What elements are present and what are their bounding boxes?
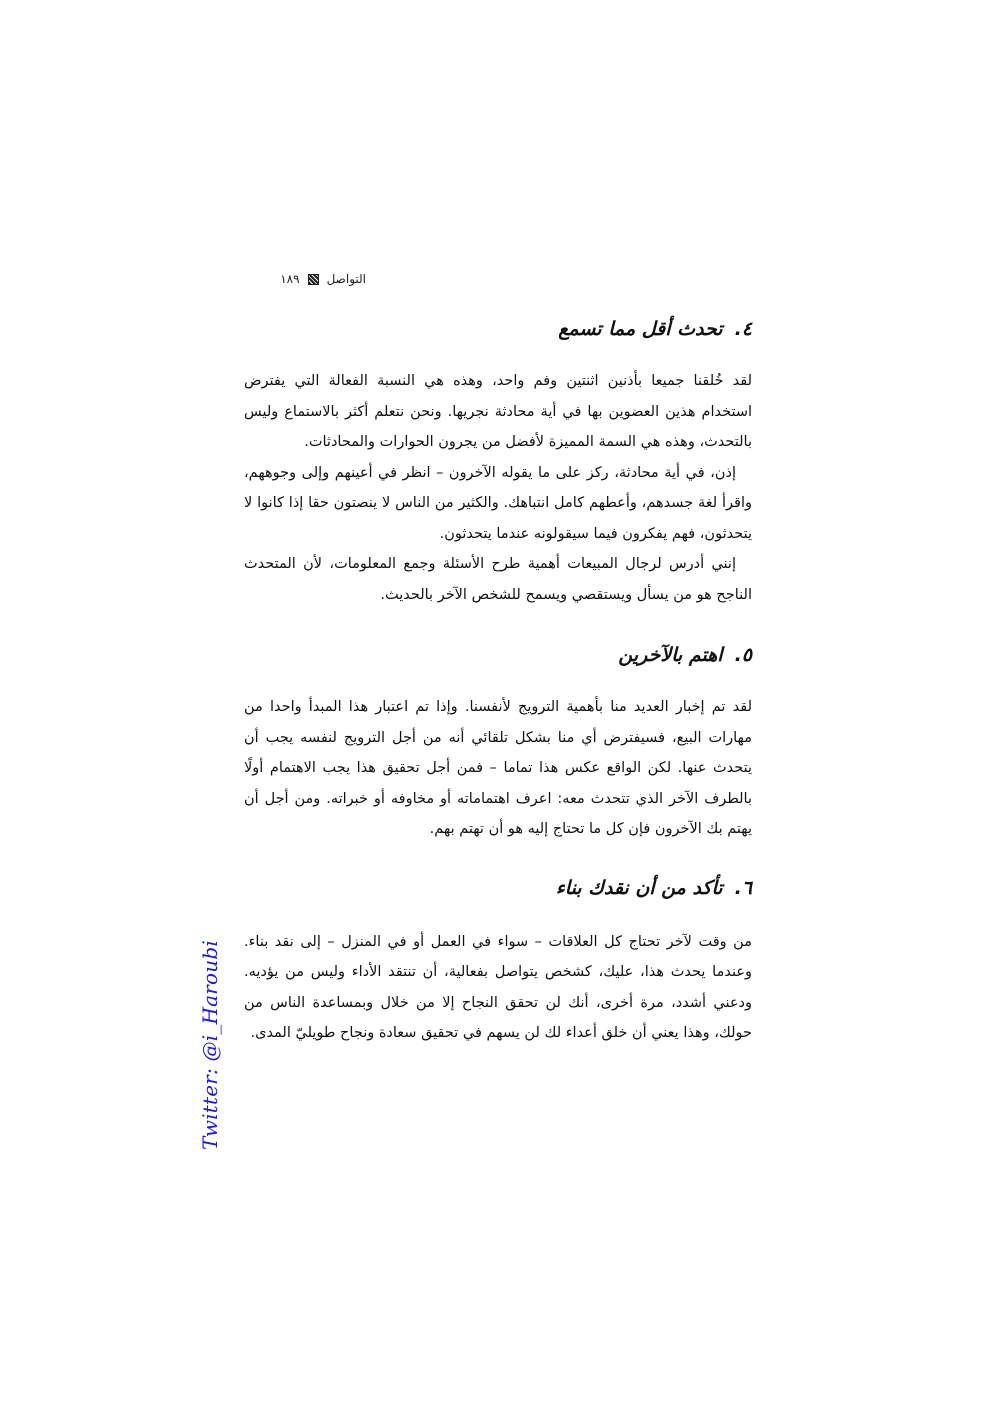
running-header [246,270,366,288]
section-title: تأكد من أن نقدك بناء [555,876,723,899]
paragraph: إنني أدرس لرجال المبيعات أهمية طرح الأسئلة وجمع المعلومات، لأن المتحدث الناجح هو من يسأل ويستقصي ويسمح للشخص الآخر بالحديث. [244,556,752,603]
section-number: ٦. [734,876,752,899]
paragraph: إذن، في أية محادثة، ركز على ما يقوله الآخرون – انظر في أعينهم وإلى وجوههم، واقرأ لغة جسدهم، وأعطهم كامل انتباهك. والكثير من الناس لا ينصتون حقا إذا كانوا لا يتحدثون، فهم يفكرون فيما سيقولونه عندما يتحدثون. [244,464,752,542]
paragraph: لقد تم إخبار العديد منا بأهمية الترويج لأنفسنا. وإذا تم اعتبار هذا المبدأ واحدا من مهارات البيع، فسيفترض أي منا بشكل تلقائي أنه من أجل الترويج لنفسه يجب أن يتحدث عنها. لكن الواقع عكس هذا تماما – فمن أجل تحقيق هذا يجب الاهتمام أولًا بالطرف الآخر الذي تتحدث معه: اعرف اهتماماته أو مخاوفه أو خبراته. ومن أجل أن يهتم بك الآخرون فإن كل ما تحتاج إليه هو أن تهتم بهم. [244,699,752,837]
paragraph: لقد خُلقنا جميعا بأذنين اثنتين وفم واحد، وهذه هي النسبة الفعالة التي يفترض استخدام هذين العضوين بها في أية محادثة نجريها. ونحن نتعلم أكثر بالاستماع وليس بالتحدث، وهذه هي السمة المميزة لأفضل من يجرون الحوارات والمحادثات. [244,373,752,450]
page-number: ١٨٩ [280,272,300,286]
section-6-body [244,927,752,1049]
section-5-heading [244,638,752,672]
section-title: اهتم بالآخرين [618,644,723,666]
section-5-body [244,692,752,845]
section-4-body [244,366,752,610]
twitter-watermark: Twitter: @i_Haroubi [198,940,222,1150]
ornament-box-icon [308,274,319,285]
section-6-heading [244,871,752,905]
section-number: ٥. [734,644,752,666]
section-title: تحدث أقل مما تسمع [558,318,723,340]
page-content [244,312,752,1049]
section-4-heading [244,312,752,346]
section-number: ٤. [734,318,752,340]
paragraph: من وقت لآخر تحتاج كل العلاقات – سواء في العمل أو في المنزل – إلى نقد بناء. وعندما يحدث هذا، عليك، كشخص يتواصل بفعالية، أن تنتقد الأداء وليس من يؤديه. ودعني أشدد، مرة أخرى، أنك لن تحقق النجاح إلا من خلال وبمساعدة الناس من حولك، وهذا يعني أن خلق أعداء لك لن يسهم في تحقيق سعادة ونجاح طويليّ المدى. [244,933,752,1041]
chapter-title: التواصل [326,272,366,286]
